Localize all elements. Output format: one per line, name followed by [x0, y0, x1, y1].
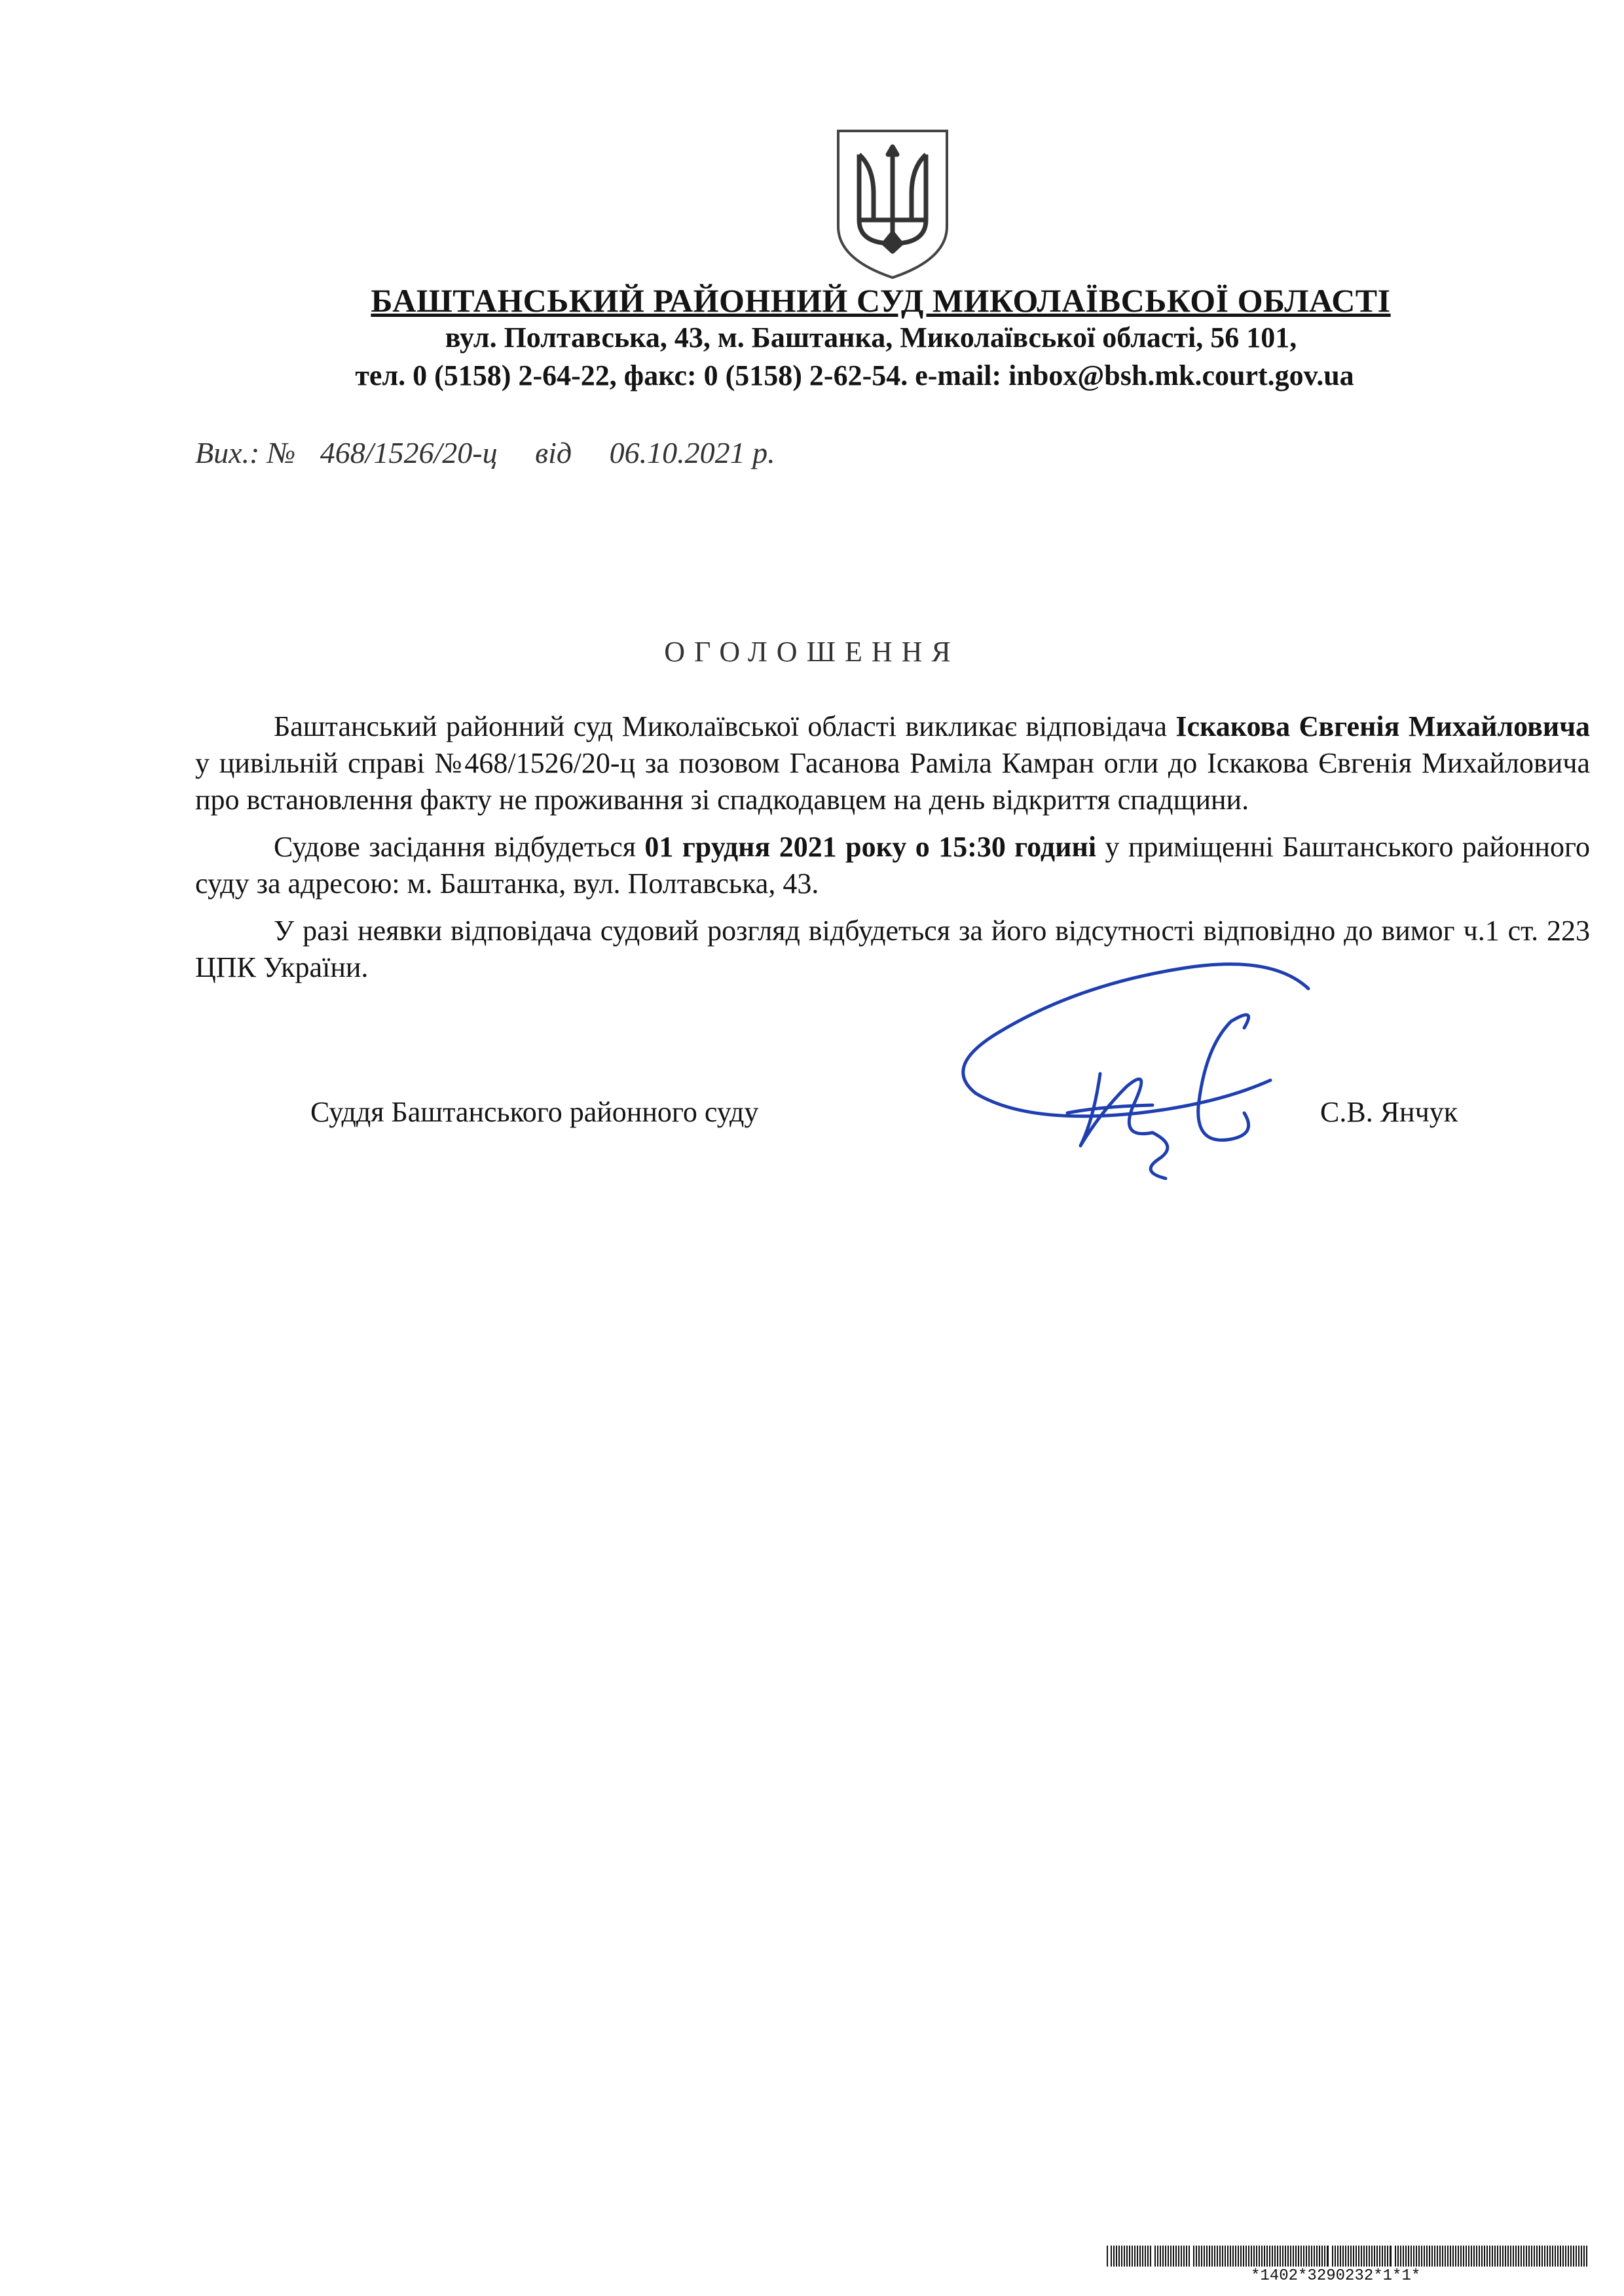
hearing-datetime: 01 грудня 2021 року о 15:30 годині: [644, 831, 1097, 863]
document-title: ОГОЛОШЕННЯ: [664, 636, 960, 668]
court-address: вул. Полтавська, 43, м. Баштанка, Миколаївської області, 56 101,: [445, 321, 1297, 354]
outgoing-number: 468/1526/20-ц: [320, 436, 498, 469]
barcode: [1107, 2246, 1591, 2267]
trident-emblem-icon: [833, 128, 952, 280]
notice-body: [195, 708, 1590, 996]
handwritten-signature: [904, 949, 1336, 1185]
outgoing-number-line: [195, 435, 775, 470]
text-run: Судове засідання відбудеться: [274, 831, 645, 863]
court-contacts: тел. 0 (5158) 2-64-22, факс: 0 (5158) 2-62-54. e-mail: inbox@bsh.mk.court.gov.ua: [355, 359, 1354, 392]
defendant-name: Іскакова Євгенія Михайловича: [1175, 710, 1591, 742]
barcode-text: *1402*3290232*1*1*: [1251, 2267, 1421, 2285]
paragraph-absence: У разі неявки відповідача судовий розгляд відбудеться за його відсутності відповідно до вимог ч.1 ст. 223 ЦПК України.: [195, 915, 1590, 983]
paragraph-summons: [195, 708, 1590, 818]
text-run: у приміщенні Баштанського районного суду за адресою: м. Баштанка, вул. Полтавська, 43.: [195, 831, 1591, 900]
text-run: у цивільній справі №468/1526/20-ц за позовом Гасанова Раміла Камран огли до Іскакова Євгенія Михайловича про встановлення факту не проживання зі спадкодавцем на день відкриття спадщини.: [195, 747, 1590, 816]
paragraph-hearing: [195, 829, 1590, 902]
court-name: БАШТАНСЬКИЙ РАЙОННИЙ СУД МИКОЛАЇВСЬКОЇ ОБЛАСТІ: [371, 282, 1391, 319]
judge-name: С.В. Янчук: [1320, 1096, 1458, 1128]
outgoing-from-label: від: [535, 436, 572, 469]
judge-role: Суддя Баштанського районного суду: [310, 1096, 759, 1128]
outgoing-date: 06.10.2021 р.: [609, 436, 775, 469]
outgoing-label: Вих.: №: [195, 436, 296, 469]
text-run: Баштанський районний суд Миколаївської області викликає відповідача: [274, 710, 1176, 742]
